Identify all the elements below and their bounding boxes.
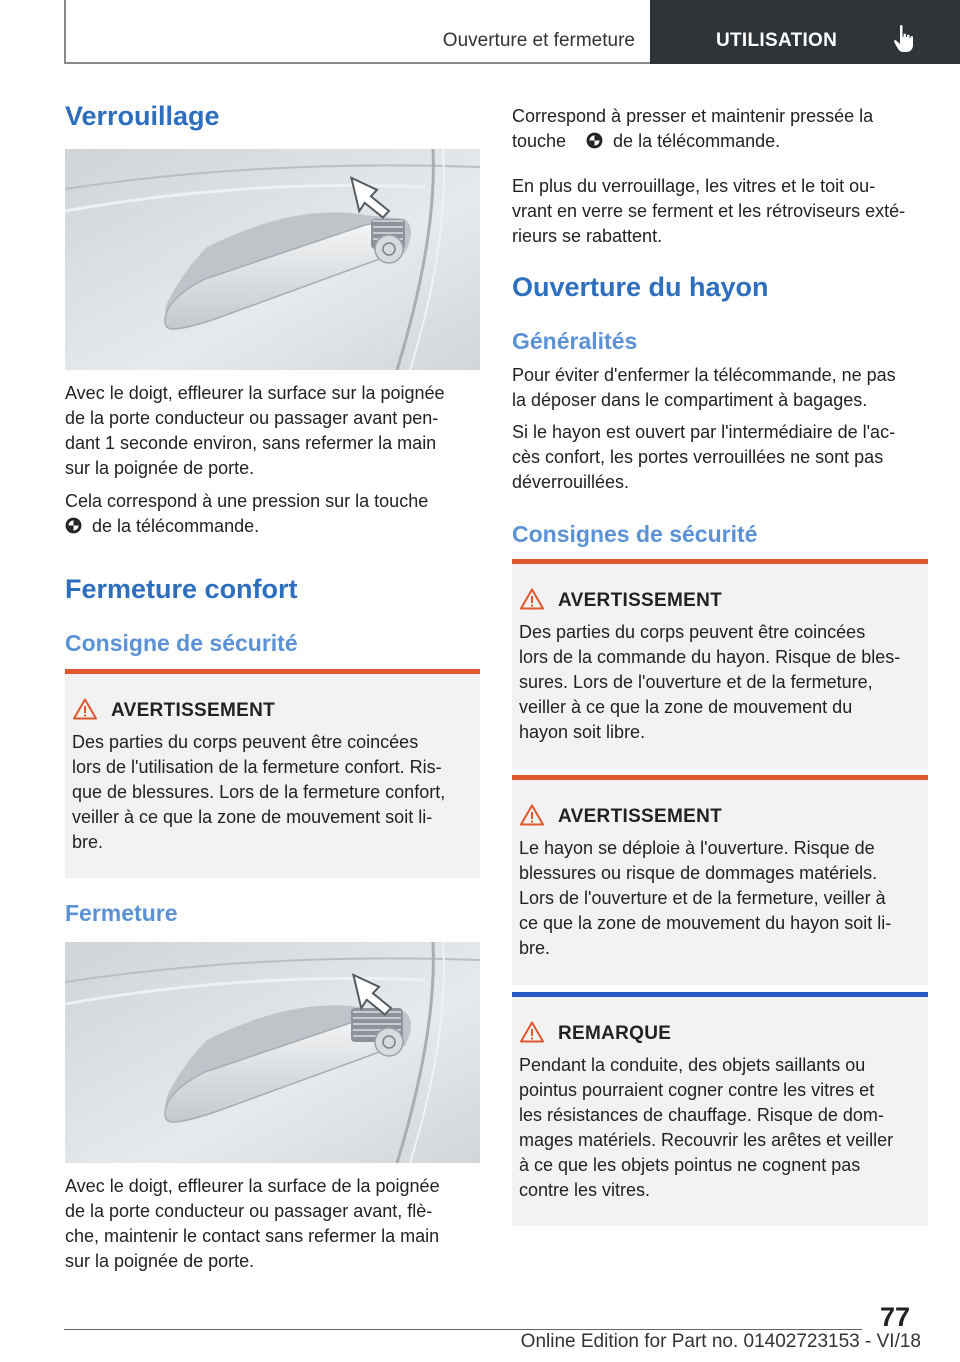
text-line: En plus du verrouillage, les vitres et le toit ou- [512, 176, 876, 196]
fermeture-caption [65, 1174, 480, 1274]
verrouillage-press-note [65, 489, 480, 539]
bmw-logo-icon [65, 517, 82, 534]
text-line: Pendant la conduite, des objets saillants ou [519, 1055, 866, 1075]
windows-text [512, 174, 928, 249]
text-span: de la télécommande. [92, 516, 260, 536]
header-rule [64, 62, 650, 64]
header-section-title: Ouverture et fermeture [442, 30, 635, 51]
text-line: veiller à ce que la zone de mouvement soit li- [72, 807, 433, 827]
warning-text [519, 620, 922, 745]
note-box-objects [512, 992, 928, 1226]
text-line [65, 514, 480, 539]
press-hold-text [512, 104, 928, 154]
text-line: sures. Lors de l'ouverture et de la fermeture, [519, 672, 873, 692]
text-line: pointus pourraient cogner contre les vitres et [519, 1080, 875, 1100]
text-line [512, 129, 928, 154]
text-line: mages matériels. Recouvrir les arêtes et veiller [519, 1130, 894, 1150]
text-line: Correspond à presser et maintenir pressée la [512, 106, 874, 126]
consignes-heading: Consignes de sécurité [512, 521, 758, 547]
text-line: contre les vitres. [519, 1180, 651, 1200]
text-line: bre. [72, 832, 104, 852]
warning-box-tailgate-operation [512, 559, 928, 768]
note-title: REMARQUE [558, 1023, 672, 1044]
text-line: Lors de l'ouverture et de la fermeture, veiller à [519, 888, 886, 908]
text-line: ce que la zone de mouvement du hayon soit li- [519, 913, 892, 933]
warning-triangle-icon [520, 1021, 544, 1043]
text-line: de la porte conducteur ou passager avant pen- [65, 408, 439, 428]
text-line: de la porte conducteur ou passager avant, flè- [65, 1201, 433, 1221]
generalites-paragraph-2 [512, 420, 928, 495]
text-line: lors de la commande du hayon. Risque de bles- [519, 647, 901, 667]
text-span: de la télécommande. [613, 131, 781, 151]
warning-text [519, 836, 922, 961]
text-line: che, maintenir le contact sans refermer la main [65, 1226, 440, 1246]
text-line: Avec le doigt, effleurer la surface sur la poignée [65, 383, 445, 403]
text-line: que de blessures. Lors de la fermeture confort, [72, 782, 446, 802]
note-text [519, 1053, 922, 1203]
text-line: les résistances de chauffage. Risque de dom- [519, 1105, 884, 1125]
text-line: Pour éviter d'enfermer la télécommande, ne pas [512, 365, 896, 385]
door-handle-photo-closing [65, 942, 480, 1163]
text-line: hayon soit libre. [519, 722, 646, 742]
fermeture-confort-heading: Fermeture confort [65, 574, 298, 604]
generalites-paragraph-1 [512, 363, 928, 413]
chapter-tab [650, 0, 960, 64]
warning-text [72, 730, 474, 855]
verrouillage-heading: Verrouillage [65, 101, 220, 131]
text-line: blessures ou risque de dommages matériels. [519, 863, 878, 883]
warning-title: AVERTISSEMENT [558, 806, 723, 827]
verrouillage-caption [65, 381, 480, 481]
text-line: rieurs se rabattent. [512, 226, 663, 246]
text-line: Si le hayon est ouvert par l'intermédiaire de l'ac- [512, 422, 896, 442]
warning-triangle-icon [520, 804, 544, 826]
text-line: Le hayon se déploie à l'ouverture. Risque de [519, 838, 875, 858]
header-left-line [64, 0, 66, 64]
text-line: lors de l'utilisation de la fermeture confort. Ris- [72, 757, 442, 777]
text-line: veiller à ce que la zone de mouvement du [519, 697, 853, 717]
text-line: Avec le doigt, effleurer la surface de la poignée [65, 1176, 440, 1196]
text-line: vrant en verre se ferment et les rétroviseurs exté- [512, 201, 906, 221]
text-line: sur la poignée de porte. [65, 1251, 255, 1271]
text-line: la déposer dans le compartiment à bagages. [512, 390, 868, 410]
text-line: Des parties du corps peuvent être coincées [72, 732, 419, 752]
text-line: déverrouillées. [512, 472, 630, 492]
text-line: sur la poignée de porte. [65, 458, 255, 478]
text-span: touche [512, 131, 567, 151]
text-line: Cela correspond à une pression sur la touche [65, 491, 429, 511]
warning-title: AVERTISSEMENT [111, 700, 276, 721]
warning-title: AVERTISSEMENT [558, 590, 723, 611]
fermeture-heading: Fermeture [65, 900, 178, 926]
hand-pointer-icon [892, 24, 918, 54]
text-line: à ce que les objets pointus ne cognent pas [519, 1155, 861, 1175]
footer-edition: Online Edition for Part no. 01402723153 - VI/18 [520, 1331, 921, 1352]
warning-box-comfort-close [65, 669, 480, 878]
consigne-heading: Consigne de sécurité [65, 630, 298, 656]
footer-rule [64, 1329, 862, 1330]
warning-triangle-icon [520, 588, 544, 610]
chapter-tab-label: UTILISATION [716, 30, 838, 51]
text-line: cès confort, les portes verrouillées ne sont pas [512, 447, 884, 467]
text-line: bre. [519, 938, 551, 958]
door-handle-photo-locking [65, 149, 480, 370]
hayon-heading: Ouverture du hayon [512, 272, 769, 302]
page-number: 77 [880, 1302, 911, 1332]
text-line: dant 1 seconde environ, sans refermer la main [65, 433, 437, 453]
text-line: Des parties du corps peuvent être coincées [519, 622, 866, 642]
warning-triangle-icon [73, 698, 97, 720]
bmw-logo-icon [586, 132, 603, 149]
generalites-heading: Généralités [512, 328, 638, 354]
warning-box-tailgate-deploy [512, 775, 928, 985]
